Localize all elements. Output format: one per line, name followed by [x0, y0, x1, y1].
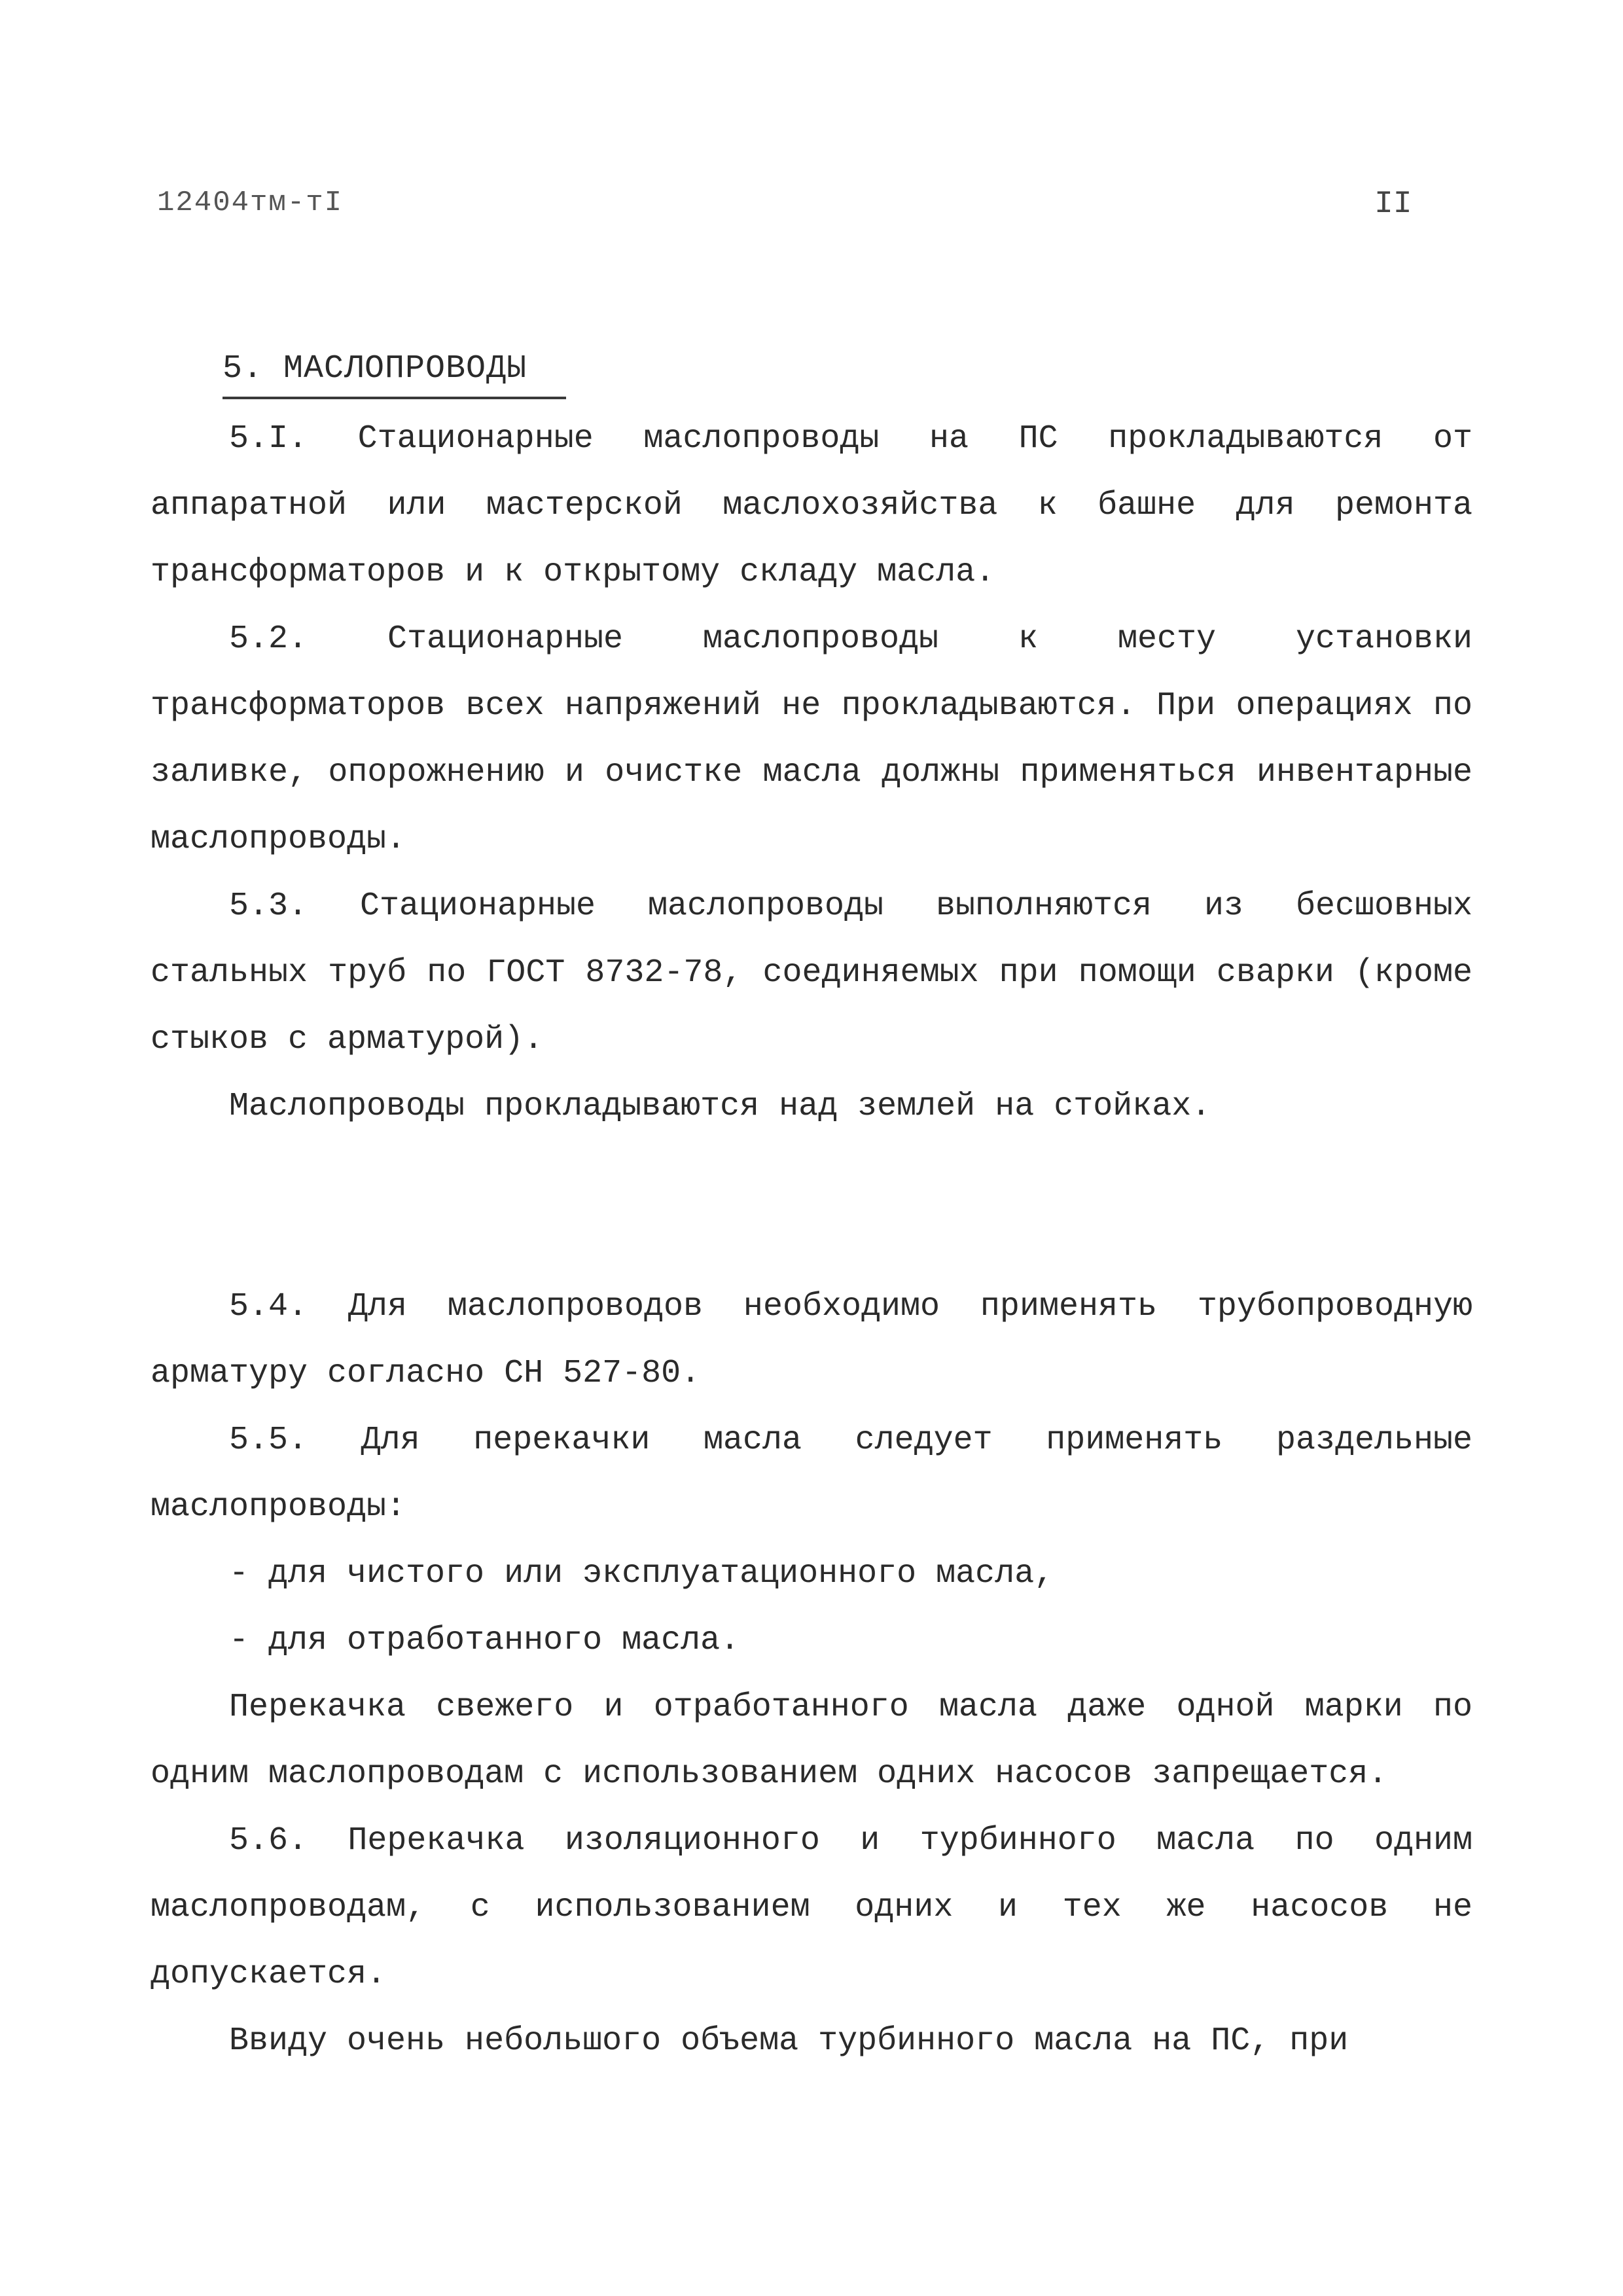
paragraph-5-2: 5.2. Стационарные маслопроводы к месту установки трансформаторов всех напряжений не прокладываются. При операциях по заливке, опорожнению и очистке масла должны применяться инвентарные маслопроводы.: [151, 620, 1472, 858]
paragraph-5-6: 5.6. Перекачка изоляционного и турбинного масла по одним маслопроводам, с использованием одних и тех же насосов не допускается.: [151, 1822, 1472, 1993]
document-body: [151, 406, 1472, 2075]
paragraph-5-5: 5.5. Для перекачки масла следует применять раздельные маслопроводы:: [151, 1422, 1472, 1526]
page-number: II: [1374, 187, 1412, 222]
section-heading: 5. МАСЛОПРОВОДЫ: [223, 350, 566, 399]
document-code: 12404тм-тI: [157, 187, 344, 219]
paragraph-5-1: 5.I. Стационарные маслопроводы на ПС прокладываются от аппаратной или мастерской маслохозяйства к башне для ремонта трансформаторов и к открытому складу масла.: [151, 420, 1472, 591]
list-item-clean-oil: - для чистого или эксплуатационного масла,: [229, 1555, 1054, 1592]
paragraph-pipelines-on-supports: Маслопроводы прокладываются над землей на стойках.: [229, 1088, 1211, 1125]
paragraph-turbine-oil: Ввиду очень небольшого объема турбинного масла на ПС, при: [229, 2022, 1349, 2060]
list-item-waste-oil: - для отработанного масла.: [229, 1622, 740, 1659]
paragraph-5-4: 5.4. Для маслопроводов необходимо применять трубопроводную арматуру согласно СН 527-80.: [151, 1288, 1472, 1392]
paragraph-pumping-prohibited: Перекачка свежего и отработанного масла даже одной марки по одним маслопроводам с использованием одних насосов запрещается.: [151, 1689, 1472, 1793]
paragraph-5-3: 5.3. Стационарные маслопроводы выполняются из бесшовных стальных труб по ГОСТ 8732-78, соединяемых при помощи сварки (кроме стыков с арматурой).: [151, 888, 1472, 1058]
